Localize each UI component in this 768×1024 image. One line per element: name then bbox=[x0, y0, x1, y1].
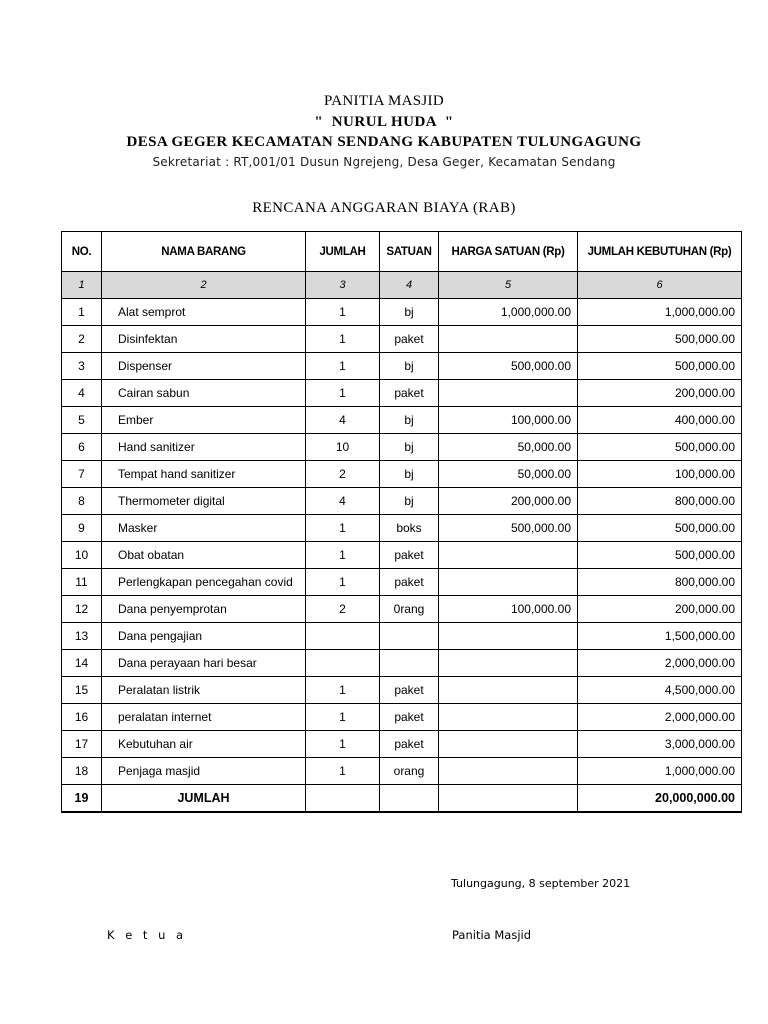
cell-nama-barang: Penjaga masjid bbox=[102, 758, 306, 785]
total-row bbox=[62, 785, 742, 813]
table-row bbox=[62, 731, 742, 758]
cell-satuan: paket bbox=[380, 542, 439, 569]
signature-panitia: Panitia Masjid bbox=[452, 928, 532, 942]
table-row bbox=[62, 299, 742, 326]
cell-jumlah-kebutuhan: 100,000.00 bbox=[578, 461, 742, 488]
cell-jumlah: 10 bbox=[306, 434, 380, 461]
cell-nama-barang: Dana pengajian bbox=[102, 623, 306, 650]
cell-jumlah bbox=[306, 650, 380, 677]
cell-nama-barang: Dana perayaan hari besar bbox=[102, 650, 306, 677]
cell-harga-satuan bbox=[439, 704, 578, 731]
budget-table bbox=[61, 231, 742, 813]
col-header-satuan: SATUAN bbox=[380, 232, 439, 272]
cell-jumlah-kebutuhan: 2,000,000.00 bbox=[578, 704, 742, 731]
table-row bbox=[62, 353, 742, 380]
cell-no: 9 bbox=[62, 515, 102, 542]
col-index: 3 bbox=[306, 272, 380, 299]
col-index: 5 bbox=[439, 272, 578, 299]
cell-jumlah: 1 bbox=[306, 677, 380, 704]
table-row bbox=[62, 677, 742, 704]
cell-harga-satuan: 200,000.00 bbox=[439, 488, 578, 515]
cell-harga-satuan bbox=[439, 650, 578, 677]
mosque-name: " NURUL HUDA " bbox=[314, 114, 454, 130]
location-line: DESA GEGER KECAMATAN SENDANG KABUPATEN TULUNGAGUNG bbox=[126, 134, 642, 150]
cell-jumlah: 1 bbox=[306, 353, 380, 380]
cell-jumlah-kebutuhan: 400,000.00 bbox=[578, 407, 742, 434]
table-row bbox=[62, 515, 742, 542]
cell-harga-satuan bbox=[439, 677, 578, 704]
signature-ketua: K e t u a bbox=[107, 928, 187, 942]
cell-nama-barang: Alat semprot bbox=[102, 299, 306, 326]
cell-no: 11 bbox=[62, 569, 102, 596]
table-row bbox=[62, 326, 742, 353]
cell-jumlah: 1 bbox=[306, 731, 380, 758]
cell-jumlah-kebutuhan: 2,000,000.00 bbox=[578, 650, 742, 677]
cell-harga-satuan bbox=[439, 569, 578, 596]
cell-no: 17 bbox=[62, 731, 102, 758]
cell-jumlah: 1 bbox=[306, 704, 380, 731]
col-header-no: NO. bbox=[62, 232, 102, 272]
cell-empty bbox=[306, 785, 380, 813]
col-index: 4 bbox=[380, 272, 439, 299]
cell-jumlah: 1 bbox=[306, 515, 380, 542]
cell-jumlah-kebutuhan: 3,000,000.00 bbox=[578, 731, 742, 758]
cell-no: 10 bbox=[62, 542, 102, 569]
col-index: 1 bbox=[62, 272, 102, 299]
cell-jumlah: 1 bbox=[306, 758, 380, 785]
cell-jumlah: 1 bbox=[306, 542, 380, 569]
cell-empty bbox=[439, 785, 578, 813]
cell-no: 16 bbox=[62, 704, 102, 731]
cell-nama-barang: Perlengkapan pencegahan covid bbox=[102, 569, 306, 596]
total-value: 20,000,000.00 bbox=[578, 785, 742, 813]
cell-satuan: bj bbox=[380, 407, 439, 434]
cell-no: 12 bbox=[62, 596, 102, 623]
cell-satuan: 0rang bbox=[380, 596, 439, 623]
cell-jumlah: 2 bbox=[306, 596, 380, 623]
cell-no: 13 bbox=[62, 623, 102, 650]
cell-nama-barang: Disinfektan bbox=[102, 326, 306, 353]
cell-no: 3 bbox=[62, 353, 102, 380]
cell-jumlah: 2 bbox=[306, 461, 380, 488]
cell-harga-satuan bbox=[439, 380, 578, 407]
cell-harga-satuan bbox=[439, 731, 578, 758]
table-row bbox=[62, 488, 742, 515]
cell-nama-barang: Dispenser bbox=[102, 353, 306, 380]
cell-harga-satuan bbox=[439, 758, 578, 785]
cell-jumlah-kebutuhan: 800,000.00 bbox=[578, 488, 742, 515]
cell-satuan: paket bbox=[380, 704, 439, 731]
col-index: 6 bbox=[578, 272, 742, 299]
cell-harga-satuan: 500,000.00 bbox=[439, 353, 578, 380]
cell-no: 2 bbox=[62, 326, 102, 353]
col-header-jumlah-kebutuhan: JUMLAH KEBUTUHAN (Rp) bbox=[578, 232, 742, 272]
cell-no: 5 bbox=[62, 407, 102, 434]
cell-nama-barang: Hand sanitizer bbox=[102, 434, 306, 461]
table-row bbox=[62, 461, 742, 488]
cell-nama-barang: Tempat hand sanitizer bbox=[102, 461, 306, 488]
cell-jumlah-kebutuhan: 500,000.00 bbox=[578, 515, 742, 542]
cell-nama-barang: Obat obatan bbox=[102, 542, 306, 569]
cell-satuan: boks bbox=[380, 515, 439, 542]
col-header-nama-barang: NAMA BARANG bbox=[102, 232, 306, 272]
cell-jumlah: 1 bbox=[306, 380, 380, 407]
table-row bbox=[62, 596, 742, 623]
cell-jumlah-kebutuhan: 500,000.00 bbox=[578, 542, 742, 569]
cell-satuan bbox=[380, 623, 439, 650]
document-title: RENCANA ANGGARAN BIAYA (RAB) bbox=[252, 200, 516, 216]
table-row bbox=[62, 704, 742, 731]
secretariat-address: Sekretariat : RT,001/01 Dusun Ngrejeng, Desa Geger, Kecamatan Sendang bbox=[152, 155, 616, 169]
cell-nama-barang: Cairan sabun bbox=[102, 380, 306, 407]
cell-satuan: bj bbox=[380, 461, 439, 488]
col-header-jumlah: JUMLAH bbox=[306, 232, 380, 272]
cell-jumlah-kebutuhan: 4,500,000.00 bbox=[578, 677, 742, 704]
cell-no: 4 bbox=[62, 380, 102, 407]
cell-nama-barang: Kebutuhan air bbox=[102, 731, 306, 758]
table-row bbox=[62, 542, 742, 569]
total-label: JUMLAH bbox=[102, 785, 306, 813]
cell-harga-satuan: 100,000.00 bbox=[439, 407, 578, 434]
col-index: 2 bbox=[102, 272, 306, 299]
cell-jumlah: 1 bbox=[306, 326, 380, 353]
cell-satuan: paket bbox=[380, 569, 439, 596]
cell-jumlah-kebutuhan: 1,000,000.00 bbox=[578, 758, 742, 785]
cell-jumlah-kebutuhan: 200,000.00 bbox=[578, 380, 742, 407]
cell-jumlah-kebutuhan: 1,000,000.00 bbox=[578, 299, 742, 326]
cell-no: 7 bbox=[62, 461, 102, 488]
cell-jumlah-kebutuhan: 1,500,000.00 bbox=[578, 623, 742, 650]
cell-satuan: paket bbox=[380, 326, 439, 353]
cell-harga-satuan: 500,000.00 bbox=[439, 515, 578, 542]
table-row bbox=[62, 569, 742, 596]
cell-empty bbox=[380, 785, 439, 813]
cell-no: 1 bbox=[62, 299, 102, 326]
cell-jumlah bbox=[306, 623, 380, 650]
cell-satuan: bj bbox=[380, 299, 439, 326]
table-row bbox=[62, 650, 742, 677]
cell-no: 14 bbox=[62, 650, 102, 677]
cell-satuan: paket bbox=[380, 380, 439, 407]
cell-satuan: paket bbox=[380, 677, 439, 704]
cell-harga-satuan: 50,000.00 bbox=[439, 434, 578, 461]
cell-harga-satuan bbox=[439, 542, 578, 569]
org-name: PANITIA MASJID bbox=[324, 93, 444, 109]
cell-harga-satuan bbox=[439, 326, 578, 353]
cell-satuan: bj bbox=[380, 434, 439, 461]
table-row bbox=[62, 407, 742, 434]
signing-date: Tulungagung, 8 september 2021 bbox=[451, 877, 631, 890]
cell-jumlah-kebutuhan: 500,000.00 bbox=[578, 434, 742, 461]
cell-no: 8 bbox=[62, 488, 102, 515]
cell-nama-barang: Peralatan listrik bbox=[102, 677, 306, 704]
table-row bbox=[62, 758, 742, 785]
cell-no: 18 bbox=[62, 758, 102, 785]
cell-nama-barang: Masker bbox=[102, 515, 306, 542]
cell-nama-barang: Thermometer digital bbox=[102, 488, 306, 515]
cell-jumlah: 1 bbox=[306, 569, 380, 596]
cell-satuan bbox=[380, 650, 439, 677]
cell-jumlah-kebutuhan: 500,000.00 bbox=[578, 326, 742, 353]
cell-jumlah: 4 bbox=[306, 407, 380, 434]
cell-no: 15 bbox=[62, 677, 102, 704]
cell-jumlah: 1 bbox=[306, 299, 380, 326]
table-row bbox=[62, 380, 742, 407]
cell-jumlah: 4 bbox=[306, 488, 380, 515]
table-header-row bbox=[62, 232, 742, 272]
col-header-harga-satuan: HARGA SATUAN (Rp) bbox=[439, 232, 578, 272]
table-row bbox=[62, 434, 742, 461]
cell-nama-barang: Ember bbox=[102, 407, 306, 434]
cell-harga-satuan: 50,000.00 bbox=[439, 461, 578, 488]
cell-nama-barang: peralatan internet bbox=[102, 704, 306, 731]
cell-satuan: paket bbox=[380, 731, 439, 758]
cell-satuan: orang bbox=[380, 758, 439, 785]
cell-jumlah-kebutuhan: 800,000.00 bbox=[578, 569, 742, 596]
table-row bbox=[62, 623, 742, 650]
cell-no: 6 bbox=[62, 434, 102, 461]
total-no: 19 bbox=[62, 785, 102, 813]
cell-harga-satuan: 1,000,000.00 bbox=[439, 299, 578, 326]
cell-harga-satuan bbox=[439, 623, 578, 650]
column-index-row bbox=[62, 272, 742, 299]
cell-jumlah-kebutuhan: 500,000.00 bbox=[578, 353, 742, 380]
cell-jumlah-kebutuhan: 200,000.00 bbox=[578, 596, 742, 623]
cell-harga-satuan: 100,000.00 bbox=[439, 596, 578, 623]
cell-nama-barang: Dana penyemprotan bbox=[102, 596, 306, 623]
cell-satuan: bj bbox=[380, 488, 439, 515]
cell-satuan: bj bbox=[380, 353, 439, 380]
